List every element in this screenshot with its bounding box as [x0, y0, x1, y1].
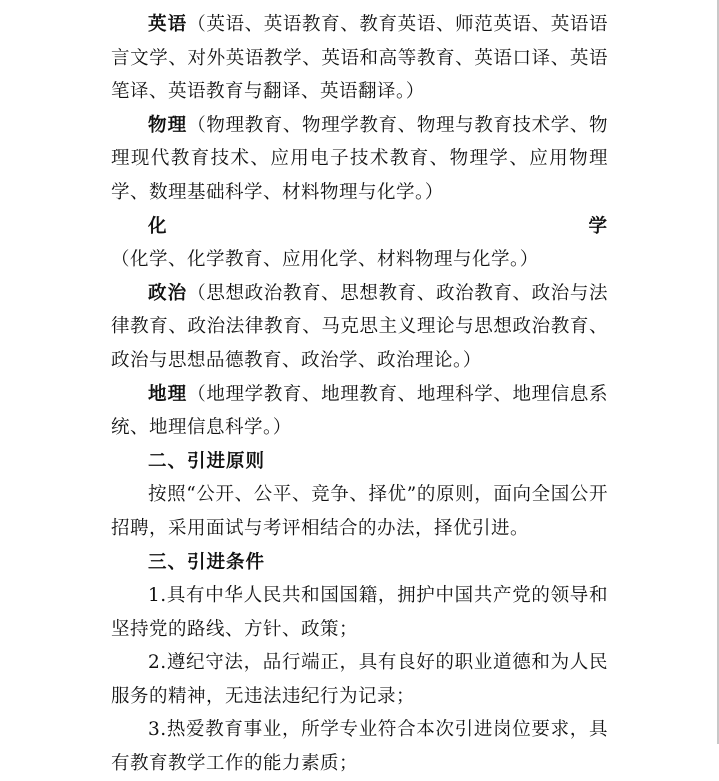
subject-paragraph-politics: [111, 277, 608, 378]
subject-paragraph-geography: [111, 378, 608, 445]
subject-name: 化学: [148, 215, 608, 237]
condition-item: 2.遵纪守法，品行端正，具有良好的职业道德和为人民服务的精神，无违法违纪行为记录；: [111, 652, 608, 707]
subject-name: 政治: [148, 282, 188, 304]
subject-majors: （地理学教育、地理教育、地理科学、地理信息系统、地理信息科学。）: [111, 383, 608, 439]
subject-name: 地理: [148, 383, 188, 405]
principles-paragraph: 按照“公开、公平、竞争、择优”的原则，面向全国公开招聘，采用面试与考评相结合的办法，择优引进。: [111, 484, 608, 539]
condition-item: 1.具有中华人民共和国国籍，拥护中国共产党的领导和坚持党的路线、方针、政策；: [111, 585, 608, 640]
section-heading-principles: 二、引进原则: [148, 450, 266, 472]
subject-name: 物理: [148, 114, 188, 136]
subject-paragraph-chemistry: [111, 210, 608, 277]
subject-majors: （物理教育、物理学教育、物理与教育技术学、物理现代教育技术、应用电子技术教育、物理学、应用物理学、数理基础科学、材料物理与化学。）: [111, 114, 608, 203]
subject-name: 英语: [148, 14, 188, 35]
subject-paragraph-physics: [111, 109, 608, 210]
condition-item: 3.热爱教育事业，所学专业符合本次引进岗位要求，具有教育教学工作的能力素质；: [111, 719, 608, 775]
subject-majors: （化学、化学教育、应用化学、材料物理与化学。）: [111, 249, 539, 271]
subject-paragraph-english: [111, 8, 608, 109]
section-heading-conditions: 三、引进条件: [148, 551, 266, 573]
subject-majors: （英语、英语教育、教育英语、师范英语、英语语言文学、对外英语教学、英语和高等教育、英语口译、英语笔译、英语教育与翻译、英语翻译。）: [111, 14, 608, 103]
document-body: [111, 8, 608, 781]
subject-majors: （思想政治教育、思想教育、政治教育、政治与法律教育、政治法律教育、马克思主义理论与思想政治教育、政治与思想品德教育、政治学、政治理论。）: [111, 282, 608, 371]
